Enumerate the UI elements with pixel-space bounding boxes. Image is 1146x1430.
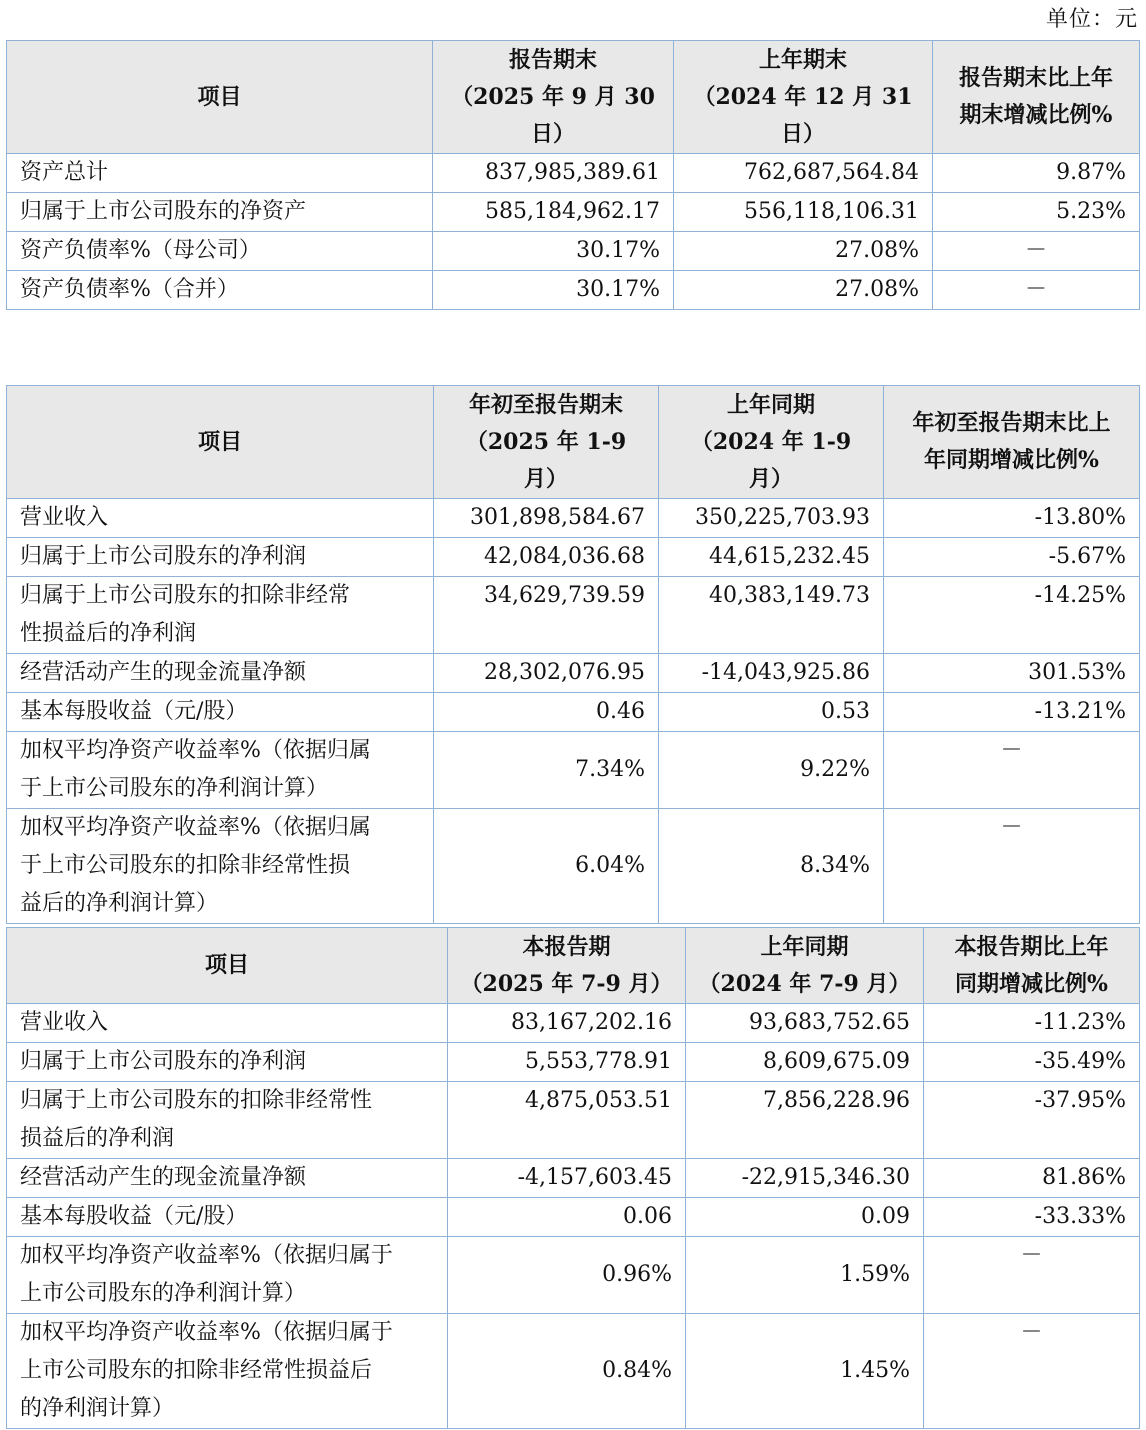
row-value-current: 0.96% — [448, 1237, 686, 1314]
row-value-current: 5,553,778.91 — [448, 1043, 686, 1082]
row-value-prior: 8,609,675.09 — [686, 1043, 924, 1082]
row-item-line: 加权平均净资产收益率%（依据归属 — [20, 815, 371, 840]
row-item: 基本每股收益（元/股） — [7, 1198, 448, 1237]
table-row — [7, 1198, 1140, 1237]
row-item-line: 损益后的净利润 — [20, 1126, 175, 1151]
header-line: 期末增减比例% — [959, 102, 1113, 128]
row-change: -33.33% — [924, 1198, 1140, 1237]
row-item — [7, 809, 434, 924]
quarter-results-table — [6, 927, 1140, 1429]
table-row — [7, 732, 1140, 809]
header-line: （2024 年 7-9 月） — [698, 970, 911, 997]
row-value-prior: 350,225,703.93 — [659, 499, 884, 538]
row-item: 经营活动产生的现金流量净额 — [7, 1159, 448, 1198]
header-ytd — [434, 386, 659, 499]
row-item: 资产负债率%（合并） — [7, 271, 433, 310]
header-line: 报告期末 — [508, 46, 597, 73]
row-value-current: 0.06 — [448, 1198, 686, 1237]
row-value-prior: 556,118,106.31 — [674, 193, 933, 232]
header-line: 年同期增减比例% — [924, 447, 1099, 473]
header-period-end — [433, 41, 674, 154]
row-item: 营业收入 — [7, 499, 434, 538]
header-line: 年初至报告期末 — [468, 391, 623, 418]
row-value-current: 28,302,076.95 — [434, 654, 659, 693]
table-row — [7, 654, 1140, 693]
row-change: － — [884, 809, 1140, 924]
row-change: 301.53% — [884, 654, 1140, 693]
row-change: － — [924, 1314, 1140, 1429]
row-item-line: 归属于上市公司股东的扣除非经常 — [20, 583, 351, 608]
header-line: 日） — [530, 120, 575, 147]
row-value-prior: -14,043,925.86 — [659, 654, 884, 693]
header-change-ratio — [924, 928, 1140, 1004]
unit-label: 单位：元 — [1045, 7, 1138, 32]
row-item-line: 加权平均净资产收益率%（依据归属于 — [20, 1320, 393, 1345]
table-row — [7, 1082, 1140, 1159]
row-change: -37.95% — [924, 1082, 1140, 1159]
header-line: （2025 年 9 月 30 — [451, 83, 655, 110]
header-line: 月） — [748, 465, 793, 492]
header-line: （2025 年 1-9 — [465, 428, 627, 455]
row-change: 81.86% — [924, 1159, 1140, 1198]
row-change: -13.80% — [884, 499, 1140, 538]
row-change: -35.49% — [924, 1043, 1140, 1082]
row-item-line: 益后的净利润计算） — [20, 891, 219, 916]
row-value-prior: -22,915,346.30 — [686, 1159, 924, 1198]
table-header-row — [7, 386, 1140, 499]
table-row — [7, 693, 1140, 732]
row-value-current: 30.17% — [433, 271, 674, 310]
header-line: 同期增减比例% — [955, 970, 1108, 997]
row-item — [7, 577, 434, 654]
row-change: -5.67% — [884, 538, 1140, 577]
row-value-prior: 8.34% — [659, 809, 884, 924]
header-line: 上年同期 — [760, 933, 849, 960]
row-value-current: 4,875,053.51 — [448, 1082, 686, 1159]
row-value-prior: 27.08% — [674, 271, 933, 310]
header-prior-year-end — [674, 41, 933, 154]
row-item: 资产总计 — [7, 154, 433, 193]
row-value-current: 585,184,962.17 — [433, 193, 674, 232]
header-line: 上年期末 — [758, 46, 847, 73]
row-value-current: 6.04% — [434, 809, 659, 924]
header-line: （2025 年 7-9 月） — [460, 970, 673, 997]
header-prior-period — [659, 386, 884, 499]
row-value-prior: 44,615,232.45 — [659, 538, 884, 577]
row-item-line: 归属于上市公司股东的扣除非经常性 — [20, 1088, 373, 1113]
row-item — [7, 1314, 448, 1429]
table-row — [7, 1004, 1140, 1043]
header-line: 报告期末比上年 — [958, 65, 1113, 91]
header-prior-period — [686, 928, 924, 1004]
table-row — [7, 1043, 1140, 1082]
header-line: 项目 — [197, 83, 242, 110]
row-item-line: 于上市公司股东的净利润计算） — [20, 776, 329, 801]
header-item — [7, 41, 433, 154]
table-row — [7, 232, 1140, 271]
table-row — [7, 538, 1140, 577]
row-change: － — [924, 1237, 1140, 1314]
row-change: － — [933, 232, 1140, 271]
row-value-current: 0.84% — [448, 1314, 686, 1429]
row-value-prior: 9.22% — [659, 732, 884, 809]
table-row — [7, 809, 1140, 924]
table-row — [7, 577, 1140, 654]
row-item-line: 上市公司股东的扣除非经常性损益后 — [20, 1358, 373, 1383]
table-header-row — [7, 41, 1140, 154]
row-value-prior: 762,687,564.84 — [674, 154, 933, 193]
row-item — [7, 1082, 448, 1159]
balance-summary-table — [6, 40, 1140, 310]
row-change: － — [933, 271, 1140, 310]
row-value-prior: 27.08% — [674, 232, 933, 271]
row-value-current: 301,898,584.67 — [434, 499, 659, 538]
row-value-prior: 1.59% — [686, 1237, 924, 1314]
table-row — [7, 499, 1140, 538]
row-change: 9.87% — [933, 154, 1140, 193]
row-value-prior: 1.45% — [686, 1314, 924, 1429]
header-line: 年初至报告期末比上 — [912, 410, 1111, 436]
row-change: -11.23% — [924, 1004, 1140, 1043]
row-item: 资产负债率%（母公司） — [7, 232, 433, 271]
row-value-prior: 0.53 — [659, 693, 884, 732]
row-item-line: 的净利润计算） — [20, 1396, 175, 1421]
row-item-line: 上市公司股东的净利润计算） — [20, 1281, 307, 1306]
row-value-current: 42,084,036.68 — [434, 538, 659, 577]
header-line: 项目 — [197, 428, 242, 455]
row-item: 营业收入 — [7, 1004, 448, 1043]
row-value-prior: 7,856,228.96 — [686, 1082, 924, 1159]
row-item-line: 于上市公司股东的扣除非经常性损 — [20, 853, 351, 878]
row-value-current: 7.34% — [434, 732, 659, 809]
row-item: 基本每股收益（元/股） — [7, 693, 434, 732]
table-row — [7, 1237, 1140, 1314]
header-change-ratio — [933, 41, 1140, 154]
table-header-row — [7, 928, 1140, 1004]
table-row — [7, 154, 1140, 193]
table-row — [7, 1314, 1140, 1429]
header-line: 日） — [780, 120, 825, 147]
row-value-prior: 40,383,149.73 — [659, 577, 884, 654]
row-value-current: 34,629,739.59 — [434, 577, 659, 654]
row-item: 归属于上市公司股东的净利润 — [7, 1043, 448, 1082]
row-change: -13.21% — [884, 693, 1140, 732]
row-change: 5.23% — [933, 193, 1140, 232]
table-row — [7, 1159, 1140, 1198]
row-item-line: 性损益后的净利润 — [20, 621, 197, 646]
table-row — [7, 193, 1140, 232]
row-value-current: 83,167,202.16 — [448, 1004, 686, 1043]
row-value-prior: 93,683,752.65 — [686, 1004, 924, 1043]
header-change-ratio — [884, 386, 1140, 499]
row-item — [7, 1237, 448, 1314]
row-value-current: 837,985,389.61 — [433, 154, 674, 193]
row-item: 归属于上市公司股东的净资产 — [7, 193, 433, 232]
row-value-current: 30.17% — [433, 232, 674, 271]
row-change: － — [884, 732, 1140, 809]
row-item: 经营活动产生的现金流量净额 — [7, 654, 434, 693]
header-line: 本报告期 — [522, 933, 611, 960]
row-value-current: 0.46 — [434, 693, 659, 732]
header-item — [7, 928, 448, 1004]
header-line: 项目 — [204, 952, 249, 978]
row-item: 归属于上市公司股东的净利润 — [7, 538, 434, 577]
row-change: -14.25% — [884, 577, 1140, 654]
row-value-prior: 0.09 — [686, 1198, 924, 1237]
header-line: （2024 年 1-9 — [690, 428, 852, 455]
row-item-line: 加权平均净资产收益率%（依据归属于 — [20, 1243, 393, 1268]
header-line: 本报告期比上年 — [954, 933, 1109, 960]
ytd-results-table — [6, 385, 1140, 924]
row-value-current: -4,157,603.45 — [448, 1159, 686, 1198]
header-item — [7, 386, 434, 499]
table-row — [7, 271, 1140, 310]
header-line: （2024 年 12 月 31 — [693, 83, 913, 110]
row-item — [7, 732, 434, 809]
header-line: 月） — [523, 465, 568, 492]
header-current-quarter — [448, 928, 686, 1004]
header-line: 上年同期 — [726, 391, 815, 418]
row-item-line: 加权平均净资产收益率%（依据归属 — [20, 738, 371, 763]
